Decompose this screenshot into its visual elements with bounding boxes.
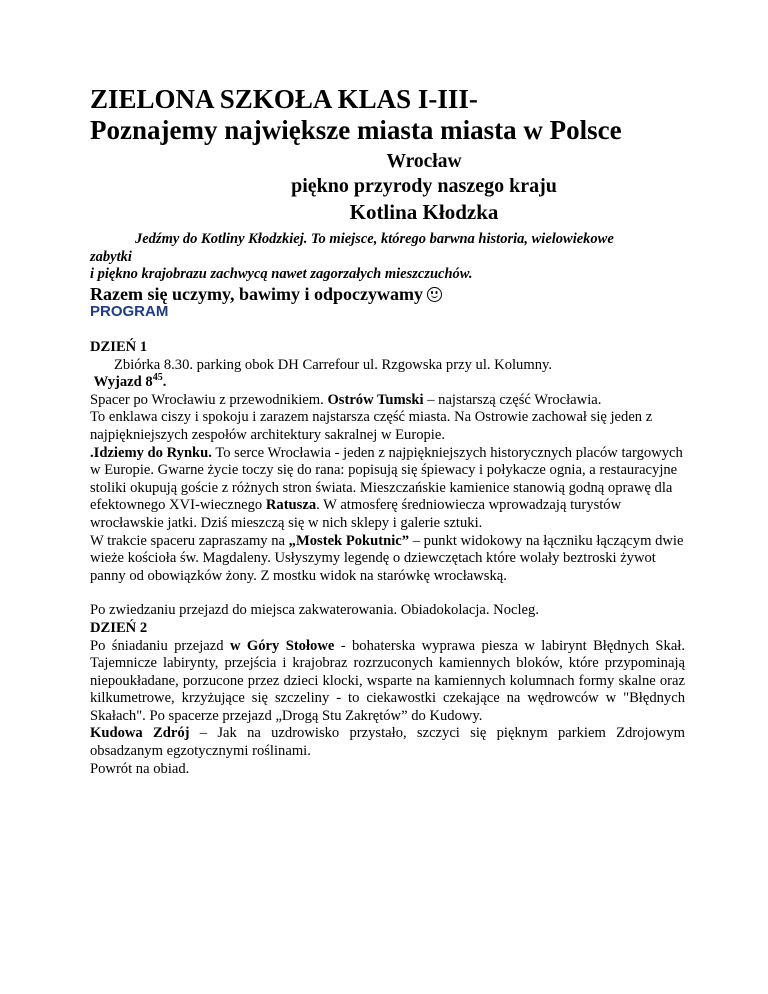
- intro-paragraph: [90, 231, 690, 284]
- kudowa-b: – Jak na uzdrowisko przystało, szczyci się pięknym parkiem Zdrojowym obsadzanym egzotycznymi roślinami.: [90, 725, 685, 760]
- day2-b: w Góry Stołowe: [229, 637, 335, 654]
- day1-wyjazd: Wyjazd $8^{45}$.: [93, 372, 167, 391]
- mostek-b: „Mostek Pokutnic”: [288, 532, 410, 549]
- day2-c: - bohaterska wyprawa piesza w labirynt Błędnych Skał. Tajemnicze labirynty, przejścia i krajobraz rozrzuconych kamiennych bloków, które przypominają niepoukładane, porzucone przez dzieci klocki, wsparte na kamiennych kolumnach formy skalne oraz kilkumetrowe, krzyżujące się szczeliny - to ciekawostki czekające na wędrowców w "Błędnych Skałach". Po spacerze przejazd „Drogą Stu Zakrętów” do Kudowy.: [90, 637, 685, 724]
- wyjazd-text: Wyjazd 8: [93, 374, 153, 391]
- day1-spacer: [90, 392, 685, 410]
- rynek-b: To serce Wrocławia - jeden z najpiękniejszych historycznych placów targowych w Europie. Gwarne życie toczy się do rana: popisują się śpiewacy i połykacze ognia, a restauracyjne stoliki okupują goście z różnych stron świata. Mieszczańskie kamienice stanowią godną oprawę dla efektownego XVI-wiecznego: [90, 444, 683, 514]
- day1-mostek: [90, 533, 685, 586]
- smiley-icon: [427, 287, 442, 302]
- day1-rynek: [90, 445, 685, 533]
- mostek-a: W trakcie spaceru zapraszamy na: [90, 532, 289, 549]
- intro-line2: zabytki: [90, 248, 132, 265]
- day1-enklawa: To enklawa ciszy i spokoju i zarazem najstarsza część miasta. Na Ostrowie zachował się jeden z najpiękniejszych zespołów architektury sakralnej w Europie.: [90, 409, 653, 443]
- day2-kudowa: [90, 725, 685, 760]
- intro-line3: i piękno krajobrazu zachwycą nawet zagorzałych mieszczuchów.: [90, 266, 473, 282]
- subtitle-kotlina: Kotlina Kłodzka: [349, 200, 499, 224]
- spacer-b: Ostrów Tumski: [327, 391, 424, 408]
- day1-after: Po zwiedzaniu przejazd do miejsca zakwaterowania. Obiadokolacja. Nocleg.: [90, 602, 539, 619]
- spacer-c: – najstarszą część Wrocławia.: [423, 391, 602, 408]
- day2-paragraph: [90, 638, 685, 726]
- wyjazd-sup: 45: [152, 372, 163, 384]
- subtitle-wroclaw: Wrocław: [386, 151, 462, 172]
- rynek-d: . W atmosferę średniowiecza wprowadzają turystów wrocławskie jatki. Dziś mieszczą się w nich sklepy i galerie sztuki.: [90, 497, 622, 531]
- spacer-a: Spacer po Wrocławiu z przewodnikiem.: [90, 391, 328, 408]
- rynek-a: .Idziemy do Rynku.: [90, 444, 212, 461]
- day1-zbiorka: Zbiórka 8.30. parking obok DH Carrefour ul. Rzgowska przy ul. Kolumny.: [114, 356, 552, 373]
- motto-heading: [90, 284, 442, 305]
- rynek-c: Ratusza: [265, 497, 317, 514]
- motto-text: Razem się uczymy, bawimy i odpoczywamy: [90, 284, 423, 304]
- page-title-line2: Poznajemy największe miasta miasta w Polsce: [90, 115, 622, 145]
- day2-a: Po śniadaniu przejazd: [90, 637, 230, 654]
- day1-heading: DZIEŃ 1: [90, 339, 148, 355]
- day2-heading: DZIEŃ 2: [90, 619, 148, 636]
- program-body: [90, 339, 685, 778]
- day2-powrot: Powrót na obiad.: [90, 760, 190, 777]
- spacer-gap: [90, 585, 685, 602]
- program-heading: PROGRAM: [90, 303, 169, 320]
- subtitle-przyroda: piękno przyrody naszego kraju: [291, 175, 557, 197]
- mostek-c: – punkt widokowy na łączniku łączącym dwie wieże kościoła św. Magdaleny. Usłyszymy legendę o dziewczętach które wolały beztroski żywot panny od obowiązków żony. Z mostku widok na starówkę wrocławską.: [90, 532, 684, 584]
- intro-line1: Jedźmy do Kotliny Kłodzkiej. To miejsce, którego barwna historia, wielowiekowe: [135, 231, 614, 247]
- page-title-line1: ZIELONA SZKOŁA KLAS I-III-: [90, 84, 478, 114]
- kudowa-a: Kudowa Zdrój: [90, 725, 190, 742]
